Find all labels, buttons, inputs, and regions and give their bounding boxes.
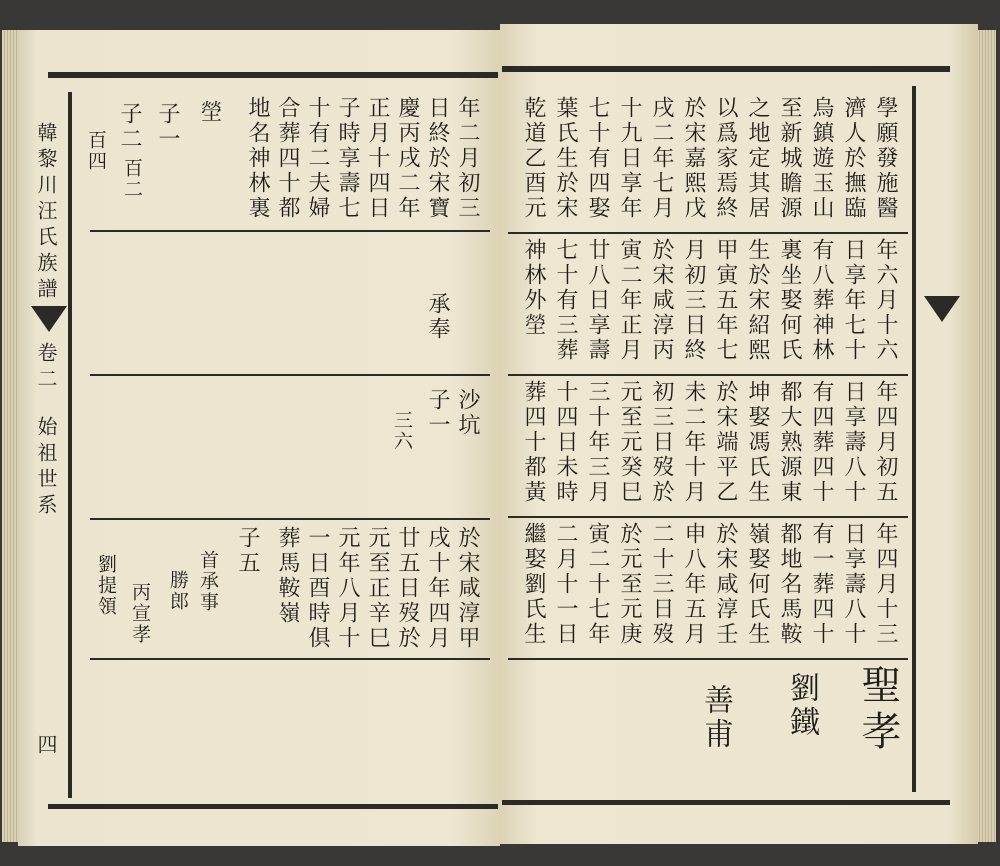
page-number: 四: [34, 734, 58, 760]
right-page: [500, 24, 978, 844]
text-column: 一日酉時俱: [305, 526, 330, 651]
book-title: 韓黎川汪氏族譜: [34, 122, 58, 304]
text-column: 合葬四十都: [275, 96, 300, 221]
person-name: 劉鐵: [784, 672, 819, 740]
text-column: 乾道乙酉元: [521, 96, 546, 221]
text-column: 二十三日歿: [649, 522, 674, 647]
text-column: 七十有三葬: [553, 238, 578, 363]
text-column: 之地定其居: [745, 96, 770, 221]
children-label: 子一: [155, 102, 180, 152]
children-label: 子五: [235, 526, 260, 576]
text-column: 於宋咸淳丙: [649, 238, 674, 363]
child-name: 勝郎: [167, 570, 189, 612]
text-column: 承奉: [425, 292, 450, 342]
right-rule-4: [508, 658, 908, 660]
text-column: 至新城瞻源: [777, 96, 802, 221]
text-column: 廿五日歿於: [395, 526, 420, 651]
text-column: 元年八月十: [335, 526, 360, 651]
text-column: 七十有四娶: [585, 96, 610, 221]
text-column: 寅二年正月: [617, 238, 642, 363]
text-column: 年二月初三: [455, 96, 480, 221]
text-column: 二月十一日: [553, 522, 578, 647]
text-column: 有四葬四十: [809, 380, 834, 505]
right-rule-1: [508, 232, 908, 234]
right-rule-2: [508, 374, 908, 376]
children-label: 子一: [425, 388, 450, 438]
text-column: 子時享壽七: [335, 96, 360, 221]
text-column: 元至正辛巳: [365, 526, 390, 651]
right-bottom-border: [502, 800, 950, 805]
text-column: 學願發施醫: [873, 96, 898, 221]
person-name: 聖孝: [855, 664, 901, 756]
text-column: 於宋咸淳壬: [713, 522, 738, 647]
text-column: 地名神林裏: [245, 96, 270, 221]
left-bottom-border: [48, 804, 498, 809]
text-column: 日享壽八十: [841, 380, 866, 505]
person-name: 善甫: [698, 684, 733, 752]
text-column: 坤娶馮氏生: [745, 380, 770, 505]
text-column: 廿八日享壽: [585, 238, 610, 363]
child-name: 丙宣孝: [129, 582, 151, 645]
text-column: 十四日未時: [553, 380, 578, 505]
text-column: 葉氏生於宋: [553, 96, 578, 221]
child-name: 百二: [121, 158, 143, 200]
child-name: 百四: [85, 130, 107, 172]
child-name: 首承事: [197, 550, 219, 613]
text-column: 日終於宋寶: [425, 96, 450, 221]
text-column: 生於宋紹熙: [745, 238, 770, 363]
text-column: 年四月初五: [873, 380, 898, 505]
children-label: 子二: [117, 102, 142, 152]
text-column: 繼娶劉氏生: [521, 522, 546, 647]
section-label: 始祖世系: [34, 416, 58, 520]
place-name: 沙坑: [455, 388, 480, 438]
left-rule-4: [90, 658, 490, 660]
text-column: 甲寅五年七: [713, 238, 738, 363]
text-column: 日享壽八十: [841, 522, 866, 647]
text-column: 未二年十月: [681, 380, 706, 505]
text-column: 都地名馬鞍: [777, 522, 802, 647]
text-column: 嶺娶何氏生: [745, 522, 770, 647]
text-column: 葬馬鞍嶺: [275, 526, 300, 626]
text-column: 於宋咸淳甲: [455, 526, 480, 651]
text-column: 於元至元庚: [617, 522, 642, 647]
child-name: 三六: [391, 410, 413, 452]
text-column: 慶丙戌二年: [395, 96, 420, 221]
text-column: 年四月十三: [873, 522, 898, 647]
text-column: 烏鎮遊玉山: [809, 96, 834, 221]
left-rule-3: [90, 518, 490, 520]
text-column: 於宋端平乙: [713, 380, 738, 505]
text-column: 申八年五月: [681, 522, 706, 647]
left-top-border: [48, 72, 498, 78]
text-column: 有一葬四十: [809, 522, 834, 647]
text-column: 於宋嘉熙戊: [681, 96, 706, 221]
child-name: 劉提領: [95, 554, 117, 617]
text-column: 裏坐娶何氏: [777, 238, 802, 363]
text-column: 元至元癸巳: [617, 380, 642, 505]
text-column: 濟人於撫臨: [841, 96, 866, 221]
text-column: 以爲家焉終: [713, 96, 738, 221]
text-column: 塋: [197, 100, 222, 125]
right-rule-3: [508, 516, 908, 518]
fold-mark-right: [924, 296, 960, 322]
text-column: 三十年三月: [585, 380, 610, 505]
left-rule-2: [90, 374, 490, 376]
text-column: 年六月十六: [873, 238, 898, 363]
text-column: 戌十年四月: [425, 526, 450, 651]
text-column: 有八葬神林: [809, 238, 834, 363]
text-column: 都大熟源東: [777, 380, 802, 505]
text-column: 葬四十都黃: [521, 380, 546, 505]
text-column: 初三日歿於: [649, 380, 674, 505]
text-column: 十九日享年: [617, 96, 642, 221]
right-top-border: [502, 66, 950, 72]
left-outer-border: [68, 92, 72, 798]
text-column: 月初三日終: [681, 238, 706, 363]
fold-mark-left: [31, 306, 67, 332]
text-column: 神林外塋: [521, 238, 546, 338]
left-rule-1: [90, 230, 490, 232]
text-column: 十有二夫婦: [305, 96, 330, 221]
left-page: [18, 30, 500, 846]
text-column: 戌二年七月: [649, 96, 674, 221]
text-column: 正月十四日: [365, 96, 390, 221]
text-column: 寅二十七年: [585, 522, 610, 647]
right-outer-border: [912, 86, 916, 792]
volume-label: 卷二: [34, 342, 58, 394]
text-column: 日享年七十: [841, 238, 866, 363]
